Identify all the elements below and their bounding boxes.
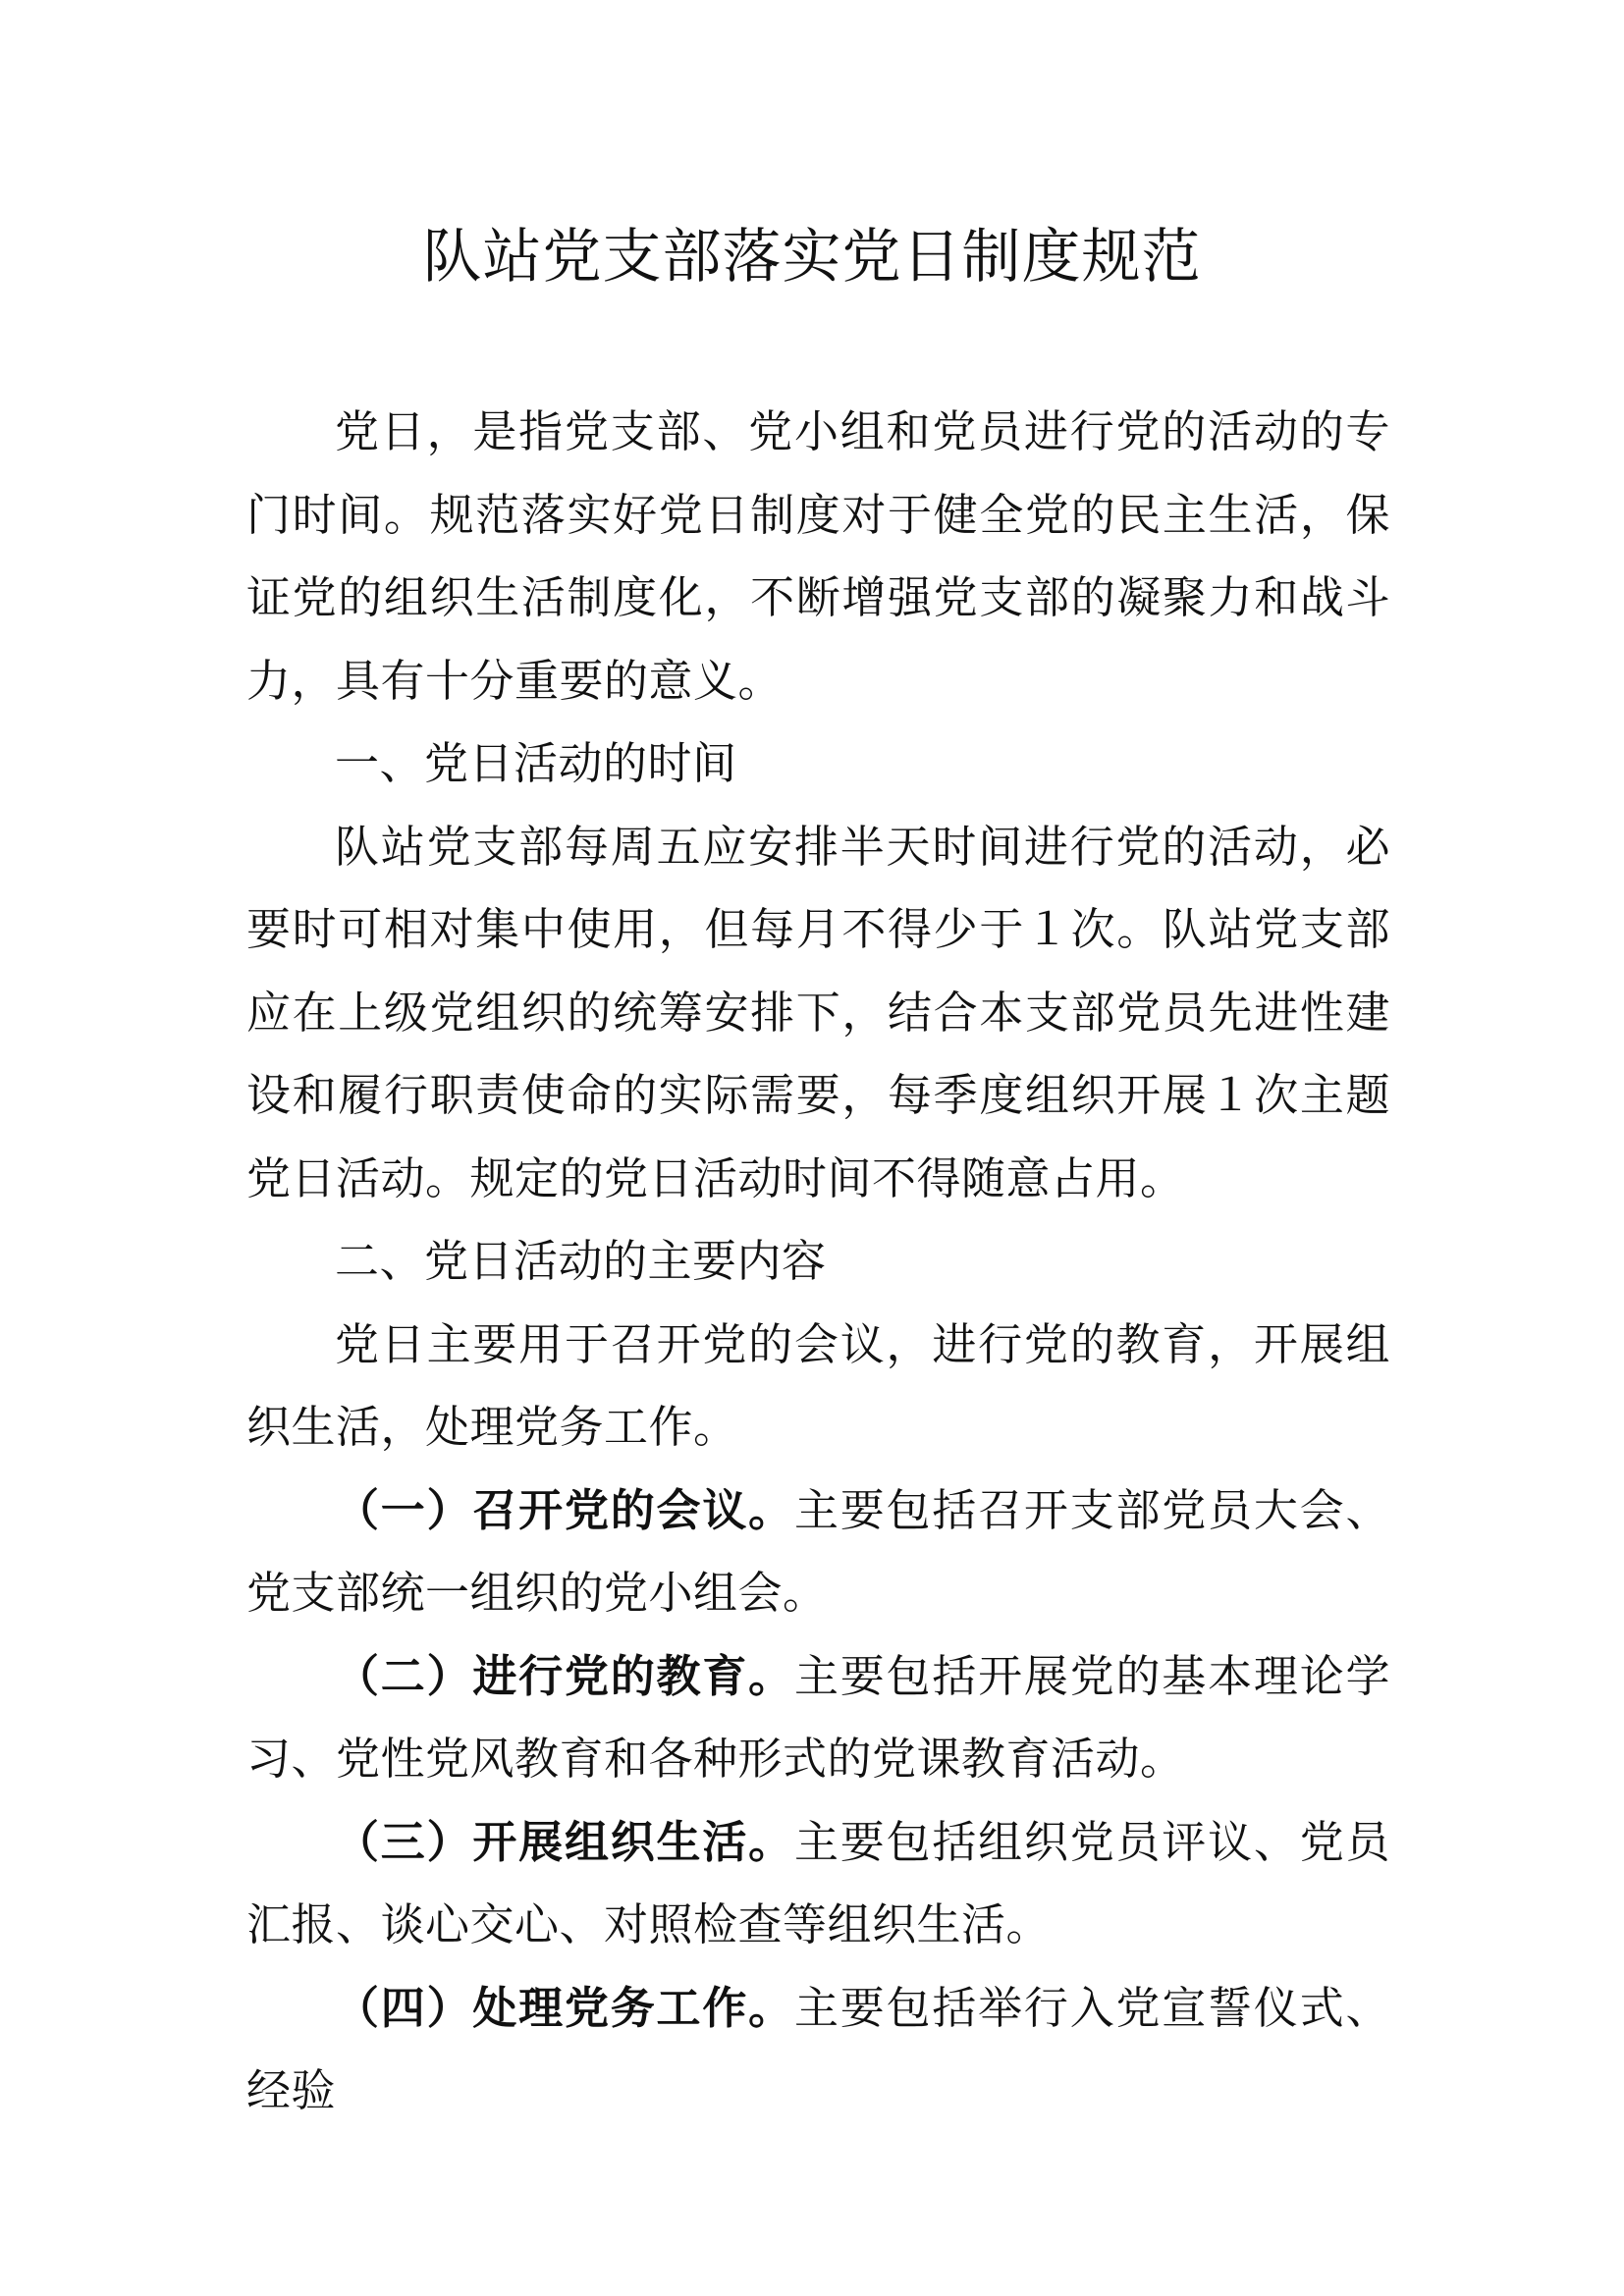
document-title: 队站党支部落实党日制度规范	[422, 223, 1202, 292]
content-item-party-affairs	[246, 1967, 1390, 2133]
section-heading-time: 一、党日活动的时间	[335, 737, 737, 789]
content-item-label: （四）处理党务工作。	[335, 1981, 794, 2034]
content-item-text: 主要包括召开支部党员大会、党支部统一组织的党小组会。	[246, 1483, 1390, 1619]
section-content-paragraph: 党日主要用于召开党的会议，进行党的教育，开展组织生活，处理党务工作。	[246, 1317, 1390, 1453]
content-item-label: （一）召开党的会议。	[335, 1483, 794, 1536]
content-item-meeting	[246, 1469, 1390, 1635]
section-heading-content: 二、党日活动的主要内容	[335, 1235, 827, 1287]
content-item-organization	[246, 1801, 1390, 1967]
content-item-text: 主要包括开展党的基本理论学习、党性党风教育和各种形式的党课教育活动。	[246, 1649, 1390, 1785]
content-item-text: 主要包括组织党员评议、党员汇报、谈心交心、对照检查等组织生活。	[246, 1815, 1390, 1950]
content-item-label: （二）进行党的教育。	[335, 1649, 794, 1702]
document-body	[246, 391, 1390, 2133]
content-item-education	[246, 1635, 1390, 1801]
intro-paragraph: 党日，是指党支部、党小组和党员进行党的活动的专门时间。规范落实好党日制度对于健全党的民主生活，保证党的组织生活制度化，不断增强党支部的凝聚力和战斗力，具有十分重要的意义。	[246, 405, 1390, 707]
content-item-text: 主要包括举行入党宣誓仪式、经验	[246, 1981, 1390, 2116]
content-item-label: （三）开展组织生活。	[335, 1815, 794, 1868]
section-time-paragraph: 队站党支部每周五应安排半天时间进行党的活动，必要时可相对集中使用，但每月不得少于１次。队站党支部应在上级党组织的统筹安排下，结合本支部党员先进性建设和履行职责使命的实际需要，每季度组织开展１次主题党日活动。规定的党日活动时间不得随意占用。	[246, 820, 1390, 1204]
